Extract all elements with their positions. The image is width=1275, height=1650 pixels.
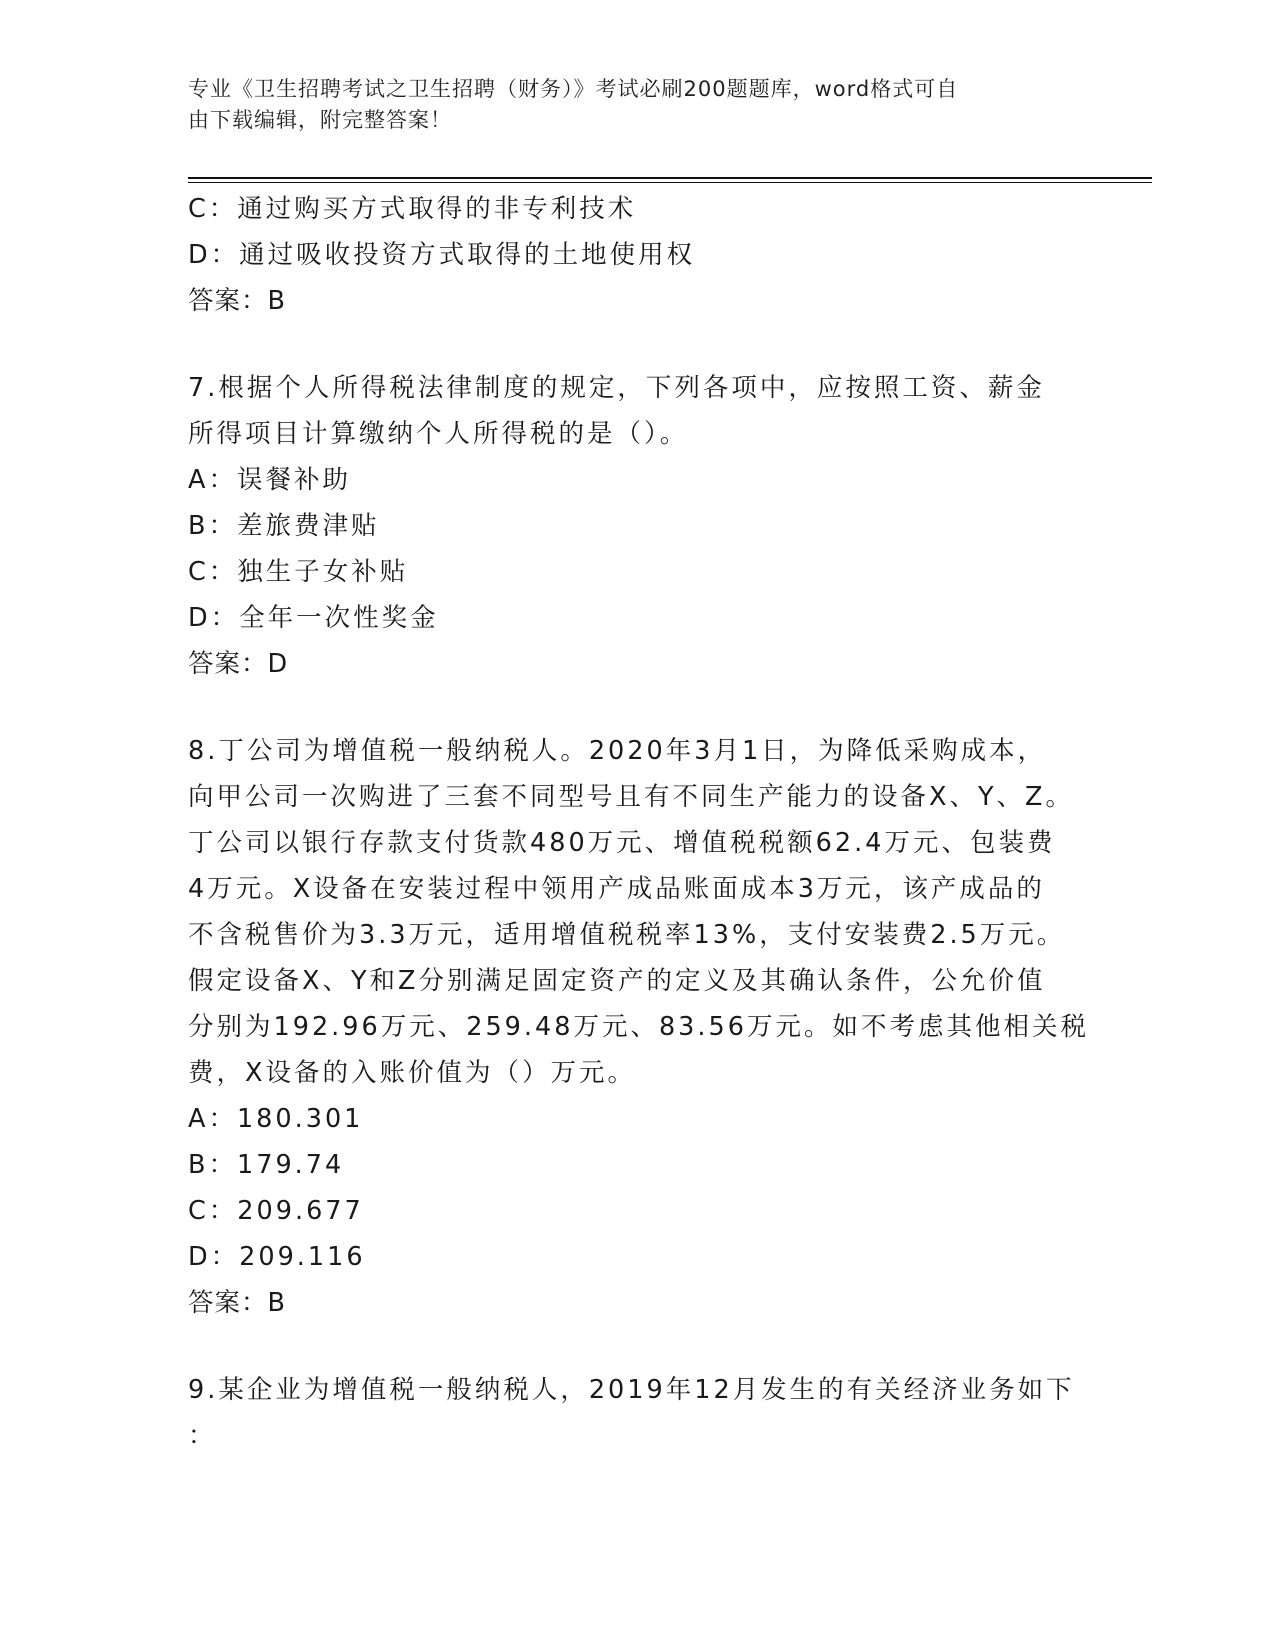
spacer bbox=[188, 324, 1088, 365]
q8-stem-line-1: 8.丁公司为增值税一般纳税人。2020年3月1日，为降低采购成本， bbox=[188, 736, 1047, 766]
header-divider-thick bbox=[188, 177, 1152, 179]
q7-option-c: C：独生子女补贴 bbox=[188, 557, 409, 587]
header-divider-thin bbox=[188, 182, 1152, 183]
question-6-tail bbox=[188, 186, 1088, 324]
q7-stem-line-1: 7.根据个人所得税法律制度的规定，下列各项中，应按照工资、薪金 bbox=[188, 373, 1045, 403]
q7-answer: 答案：D bbox=[188, 649, 289, 679]
q6-option-d: D：通过吸收投资方式取得的土地使用权 bbox=[188, 240, 696, 270]
document-header bbox=[188, 74, 1068, 136]
q8-stem-line-8: 费，X设备的入账价值为（）万元。 bbox=[188, 1058, 636, 1088]
q8-option-a: A：180.301 bbox=[188, 1104, 364, 1134]
q6-option-c: C：通过购买方式取得的非专利技术 bbox=[188, 194, 637, 224]
spacer bbox=[188, 1326, 1088, 1367]
q8-stem-line-6: 假定设备X、Y和Z分别满足固定资产的定义及其确认条件，公允价值 bbox=[188, 966, 1046, 996]
question-9 bbox=[188, 1367, 1088, 1459]
q7-option-d: D：全年一次性奖金 bbox=[188, 603, 439, 633]
q7-stem bbox=[188, 365, 1088, 457]
q8-option-b: B：179.74 bbox=[188, 1150, 345, 1180]
q8-stem-line-4: 4万元。X设备在安装过程中领用产成品账面成本3万元，该产成品的 bbox=[188, 874, 1045, 904]
q8-option-c: C：209.677 bbox=[188, 1196, 364, 1226]
q8-stem-line-7: 分别为192.96万元、259.48万元、83.56万元。如不考虑其他相关税 bbox=[188, 1012, 1089, 1042]
spacer bbox=[188, 687, 1088, 728]
q7-stem-line-2: 所得项目计算缴纳个人所得税的是（）。 bbox=[188, 419, 689, 449]
document-body bbox=[188, 186, 1088, 1459]
q8-stem-line-5: 不含税售价为3.3万元，适用增值税税率13%，支付安装费2.5万元。 bbox=[188, 920, 1066, 950]
question-7 bbox=[188, 365, 1088, 687]
q8-stem-line-2: 向甲公司一次购进了三套不同型号且有不同生产能力的设备X、Y、Z。 bbox=[188, 782, 1075, 812]
q9-stem-line-2: ： bbox=[188, 1421, 217, 1451]
q7-option-a: A：误餐补助 bbox=[188, 465, 351, 495]
header-line-2: 由下载编辑，附完整答案！ bbox=[188, 108, 452, 132]
q9-stem-line-1: 9.某企业为增值税一般纳税人，2019年12月发生的有关经济业务如下 bbox=[188, 1375, 1075, 1405]
question-8 bbox=[188, 728, 1088, 1326]
q8-stem-line-3: 丁公司以银行存款支付货款480万元、增值税税额62.4万元、包装费 bbox=[188, 828, 1056, 858]
q8-option-d: D：209.116 bbox=[188, 1242, 366, 1272]
header-line-1: 专业《卫生招聘考试之卫生招聘（财务）》考试必刷200题题库，word格式可自 bbox=[188, 77, 959, 101]
q9-stem bbox=[188, 1367, 1088, 1459]
q7-option-b: B：差旅费津贴 bbox=[188, 511, 380, 541]
q6-answer: 答案：B bbox=[188, 286, 286, 316]
q8-stem bbox=[188, 728, 1088, 1096]
q8-answer: 答案：B bbox=[188, 1288, 286, 1318]
